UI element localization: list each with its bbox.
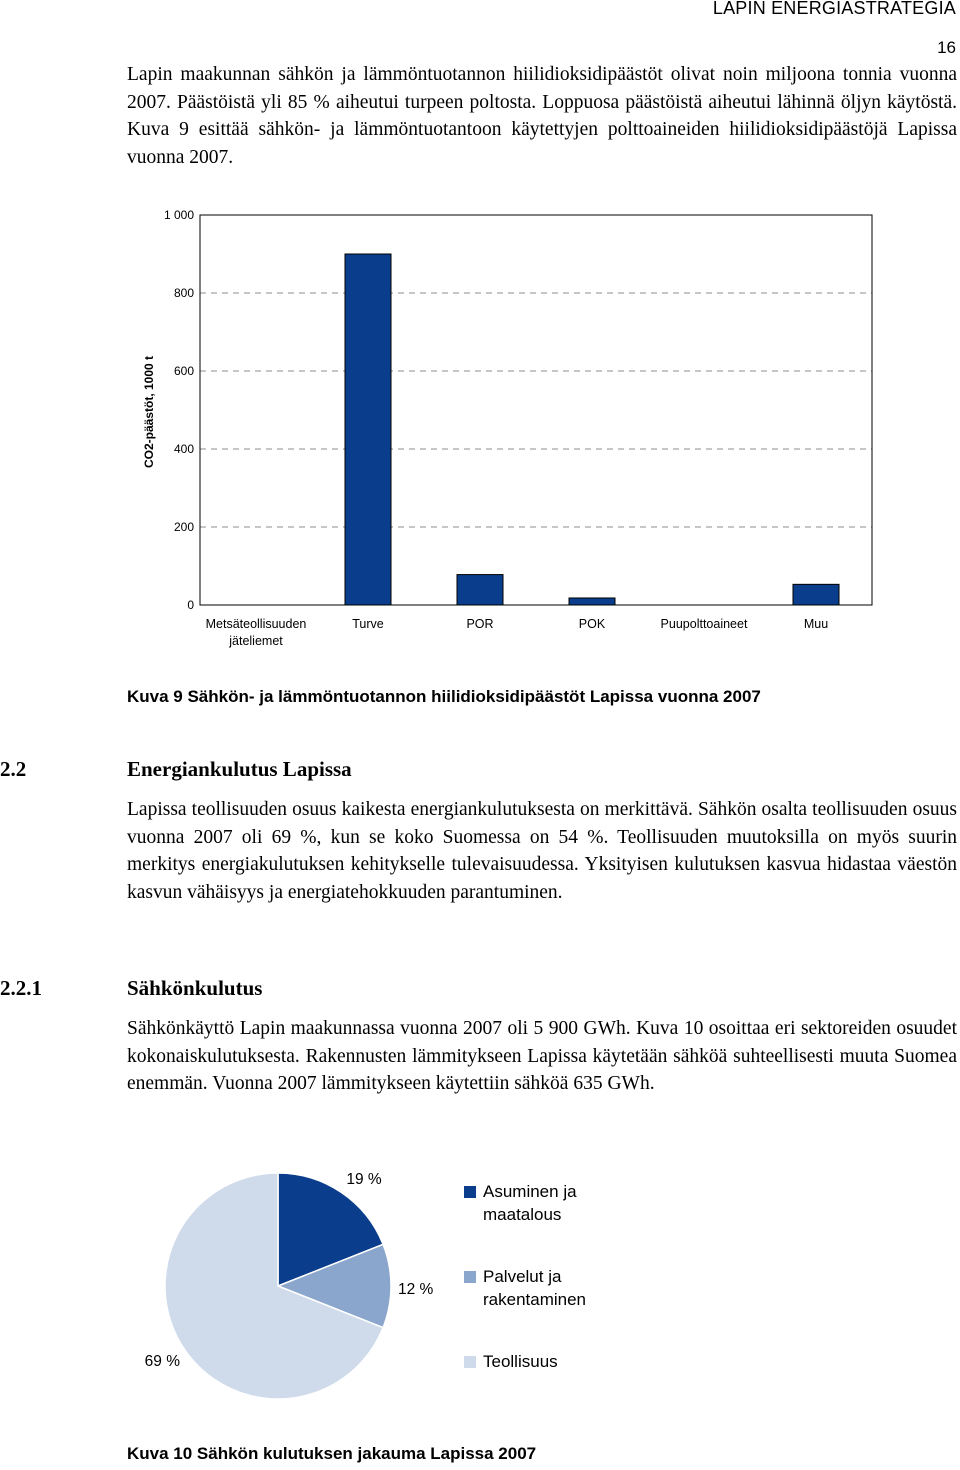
x-tick-label: POK — [578, 617, 606, 631]
x-tick-label: Turve — [352, 617, 384, 631]
y-tick-label: 800 — [173, 286, 194, 300]
section-2-2-heading: Energiankulutus Lapissa — [127, 757, 352, 781]
section-2-2-paragraph — [127, 796, 957, 906]
legend-label: Asuminen ja maatalous — [483, 1182, 577, 1224]
intro-text: Lapin maakunnan sähkön ja lämmöntuotannon hiilidioksidipäästöt olivat noin miljoona tonnia vuonna 2007. Päästöistä yli 85 % aiheutui turpeen poltosta. Loppuosa päästöistä aiheutui lähinnä öljyn käytöstä. Kuva 9 esittää sähkön- ja lämmöntuotantoon käytettyjen polttoaineiden hiilidioksidipäästöjä Lapissa vuonna 2007. — [127, 64, 957, 168]
y-tick-label: 1 000 — [163, 208, 194, 222]
legend-swatch — [464, 1356, 476, 1368]
section-2-2-1-text: Sähkönkäyttö Lapin maakunnassa vuonna 2007 oli 5 900 GWh. Kuva 10 osoittaa eri sektoreiden osuudet kokonaiskulutuksesta. Rakennusten lämmitykseen Lapissa käytetään sähköä suhteellisesti muuta Suomea enemmän. Vuonna 2007 lämmitykseen käytettiin sähköä 635 GWh. — [127, 1018, 957, 1094]
running-header: LAPIN ENERGIASTRATEGIA — [712, 0, 956, 18]
section-2-2-1-number: 2.2.1 — [0, 976, 42, 1000]
figure-10-caption: Kuva 10 Sähkön kulutuksen jakauma Lapissa 2007 — [127, 1444, 537, 1463]
bar-chart — [0, 200, 960, 670]
x-tick-label: Puupolttoaineet — [660, 617, 748, 631]
intro-paragraph — [127, 61, 957, 171]
page-number: 16 — [937, 38, 956, 57]
legend-swatch — [464, 1186, 476, 1198]
y-tick-label: 0 — [187, 598, 194, 612]
legend-swatch — [464, 1271, 476, 1283]
section-2-2-text: Lapissa teollisuuden osuus kaikesta energiankulutuksesta on merkittävä. Sähkön osalta teollisuuden osuus vuonna 2007 oli 69 %, kun se koko Suomessa on 54 %. Teollisuuden muutoksilla on myös suurin merkitys energiakulutuksen kehitykselle tulevaisuudessa. Yksityisen kulutuksen kasvua hidastaa väestön kasvun vähäisyys ja energiatehokkuuden parantuminen. — [127, 799, 957, 903]
bar — [569, 598, 615, 605]
section-2-2-1-heading: Sähkönkulutus — [127, 976, 263, 1000]
x-tick-label: Muu — [803, 617, 829, 631]
slice-label: 69 % — [144, 1353, 180, 1370]
bar — [457, 575, 503, 605]
y-axis-label: CO2-päästöt, 1000 t — [142, 355, 156, 469]
legend-label: Palvelut ja rakentaminen — [483, 1267, 587, 1309]
y-tick-label: 400 — [173, 442, 194, 456]
slice-label: 12 % — [398, 1281, 434, 1298]
section-2-2-1-paragraph — [127, 1015, 957, 1098]
plot-frame — [200, 215, 872, 605]
section-2-2-number: 2.2 — [0, 757, 27, 781]
x-tick-label: POR — [466, 617, 494, 631]
figure-9-caption: Kuva 9 Sähkön- ja lämmöntuotannon hiilidioksidipäästöt Lapissa vuonna 2007 — [127, 687, 761, 706]
bar — [345, 254, 391, 605]
x-tick-label: jäteliemet — [229, 634, 283, 648]
slice-label: 19 % — [346, 1171, 382, 1188]
legend-label: Teollisuus — [483, 1352, 558, 1371]
x-tick-label: Metsäteollisuuden — [205, 617, 307, 631]
y-tick-label: 600 — [173, 364, 194, 378]
y-tick-label: 200 — [173, 520, 194, 534]
pie-chart — [0, 1150, 460, 1420]
bar — [793, 584, 839, 605]
